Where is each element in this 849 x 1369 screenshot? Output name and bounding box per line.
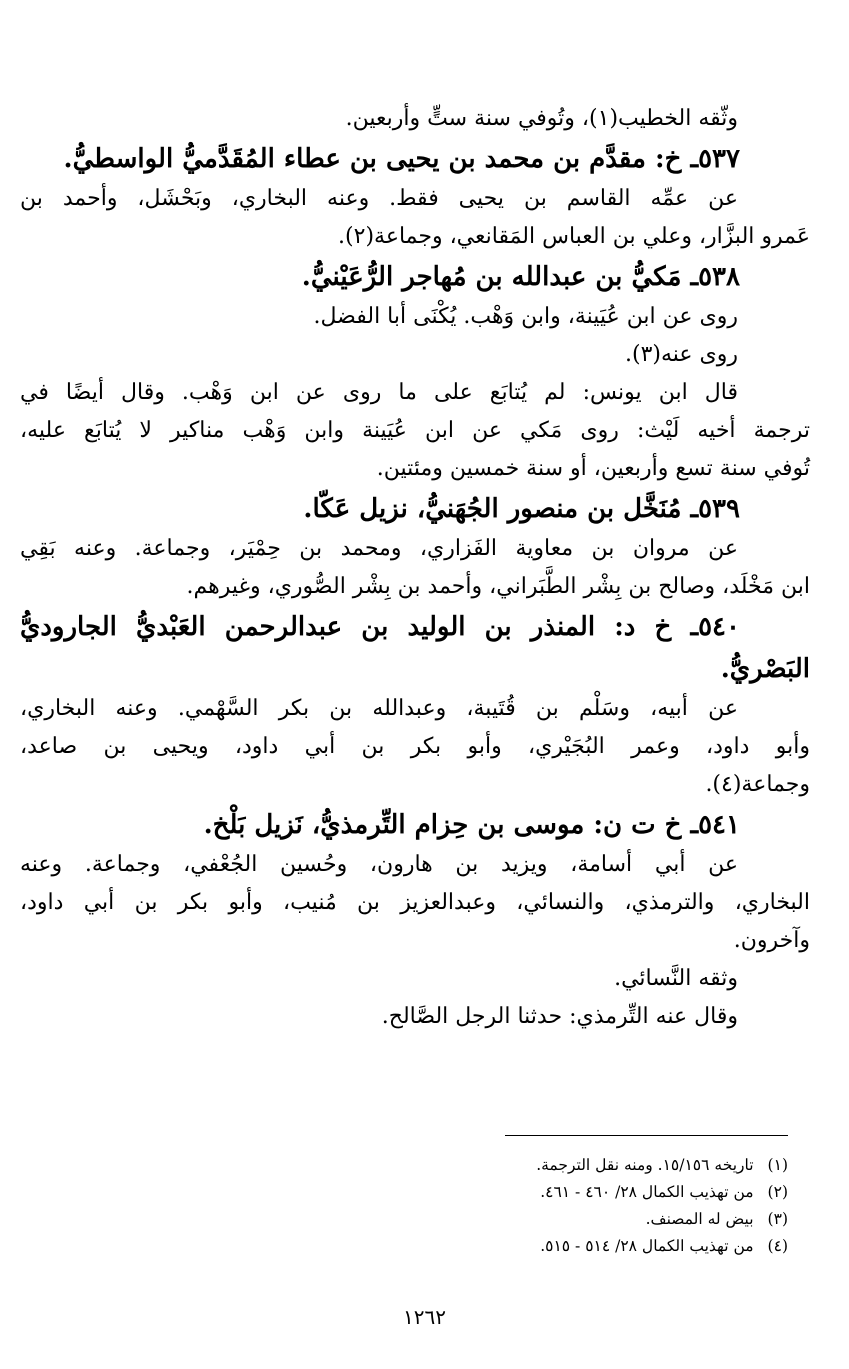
text-line: عن مروان بن معاوية الفَزاري، ومحمد بن حِمْيَر، وجماعة. وعنه بَقِي xyxy=(20,536,738,561)
footnote-3 xyxy=(420,1206,788,1233)
entry-heading-540: ٥٤٠ـ خ د: المنذر بن الوليد بن عبدالرحمن العَبْديُّ الجاروديُّ xyxy=(20,612,740,642)
page-body xyxy=(20,100,810,1036)
text-line: عن عمِّه القاسم بن يحيى فقط. وعنه البخاري، وبَحْشَل، وأحمد بن xyxy=(20,186,738,211)
text-line: عَمرو البزَّار، وعلي بن العباس المَقانعي، وجماعة(٢). xyxy=(338,224,810,249)
text-line: وثقه النَّسائي. xyxy=(614,966,738,991)
footnote-2 xyxy=(420,1179,788,1206)
footnote-text: تاريخه ١٥/١٥٦. ومنه نقل الترجمة. xyxy=(536,1156,754,1174)
text-line: تُوفي سنة تسع وأربعين، أو سنة خمسين ومئتين. xyxy=(376,456,810,481)
text-line: روى عن ابن عُيَينة، وابن وَهْب. يُكْنَى أبا الفضل. xyxy=(313,304,738,329)
footnote-number: (٤) xyxy=(767,1237,788,1255)
footnotes xyxy=(420,1152,788,1260)
page-number: ١٢٦٢ xyxy=(403,1305,446,1329)
text-line: وآخرون. xyxy=(733,928,810,953)
footnote-number: (٣) xyxy=(767,1210,788,1228)
footnote-4 xyxy=(420,1233,788,1260)
footnote-text: من تهذيب الكمال ٢٨/ ٤٦٠ - ٤٦١. xyxy=(540,1183,754,1201)
text-line: ابن مَخْلَد، وصالح بن بِشْر الطَّبَراني، وأحمد بن بِشْر الصُّوري، وغيرهم. xyxy=(186,574,810,599)
entry-heading-539: ٥٣٩ـ مُنَخَّل بن منصور الجُهَنيُّ، نزيل عَكّا. xyxy=(303,494,740,524)
entry-heading-541: ٥٤١ـ خ ت ن: موسى بن حِزام التِّرمذيُّ، نَزيل بَلْخ. xyxy=(203,810,740,840)
text-line: عن أبيه، وسَلْم بن قُتَيبة، وعبدالله بن بكر السَّهْمي. وعنه البخاري، xyxy=(20,696,738,721)
footnote-text: بيض له المصنف. xyxy=(645,1210,754,1228)
footnote-number: (٢) xyxy=(767,1183,788,1201)
footnote-divider xyxy=(505,1135,788,1136)
text-line: البخاري، والترمذي، والنسائي، وعبدالعزيز بن مُنيب، وأبو بكر بن أبي داود، xyxy=(20,890,810,915)
text-line: وجماعة(٤). xyxy=(705,772,810,797)
footnote-number: (١) xyxy=(767,1156,788,1174)
entry-heading-538: ٥٣٨ـ مَكيُّ بن عبدالله بن مُهاجر الرُّعَيْنيُّ. xyxy=(301,262,740,292)
text-line: وأبو داود، وعمر البُجَيْري، وأبو بكر بن أبي داود، ويحيى بن صاعد، xyxy=(20,734,810,759)
text-line: ترجمة أخيه لَيْث: روى مَكي عن ابن عُيَينة وابن وَهْب مناكير لا يُتابَع عليه، xyxy=(20,418,810,443)
text-line: وثّقه الخطيب(١)، وتُوفي سنة ستٍّ وأربعين. xyxy=(345,106,738,131)
footnote-text: من تهذيب الكمال ٢٨/ ٥١٤ - ٥١٥. xyxy=(540,1237,754,1255)
text-line: وقال عنه التِّرمذي: حدثنا الرجل الصَّالح. xyxy=(381,1004,738,1029)
footnote-1 xyxy=(420,1152,788,1179)
text-line: روى عنه(٣). xyxy=(624,342,738,367)
entry-heading-540-cont: البَصْريُّ. xyxy=(720,654,810,684)
text-line: عن أبي أسامة، ويزيد بن هارون، وحُسين الجُعْفي، وجماعة. وعنه xyxy=(20,852,738,877)
text-line: قال ابن يونس: لم يُتابَع على ما روى عن ابن وَهْب. وقال أيضًا في xyxy=(20,380,738,405)
entry-heading-537: ٥٣٧ـ خ: مقدَّم بن محمد بن يحيى بن عطاء المُقَدَّميُّ الواسطيُّ. xyxy=(63,144,740,174)
